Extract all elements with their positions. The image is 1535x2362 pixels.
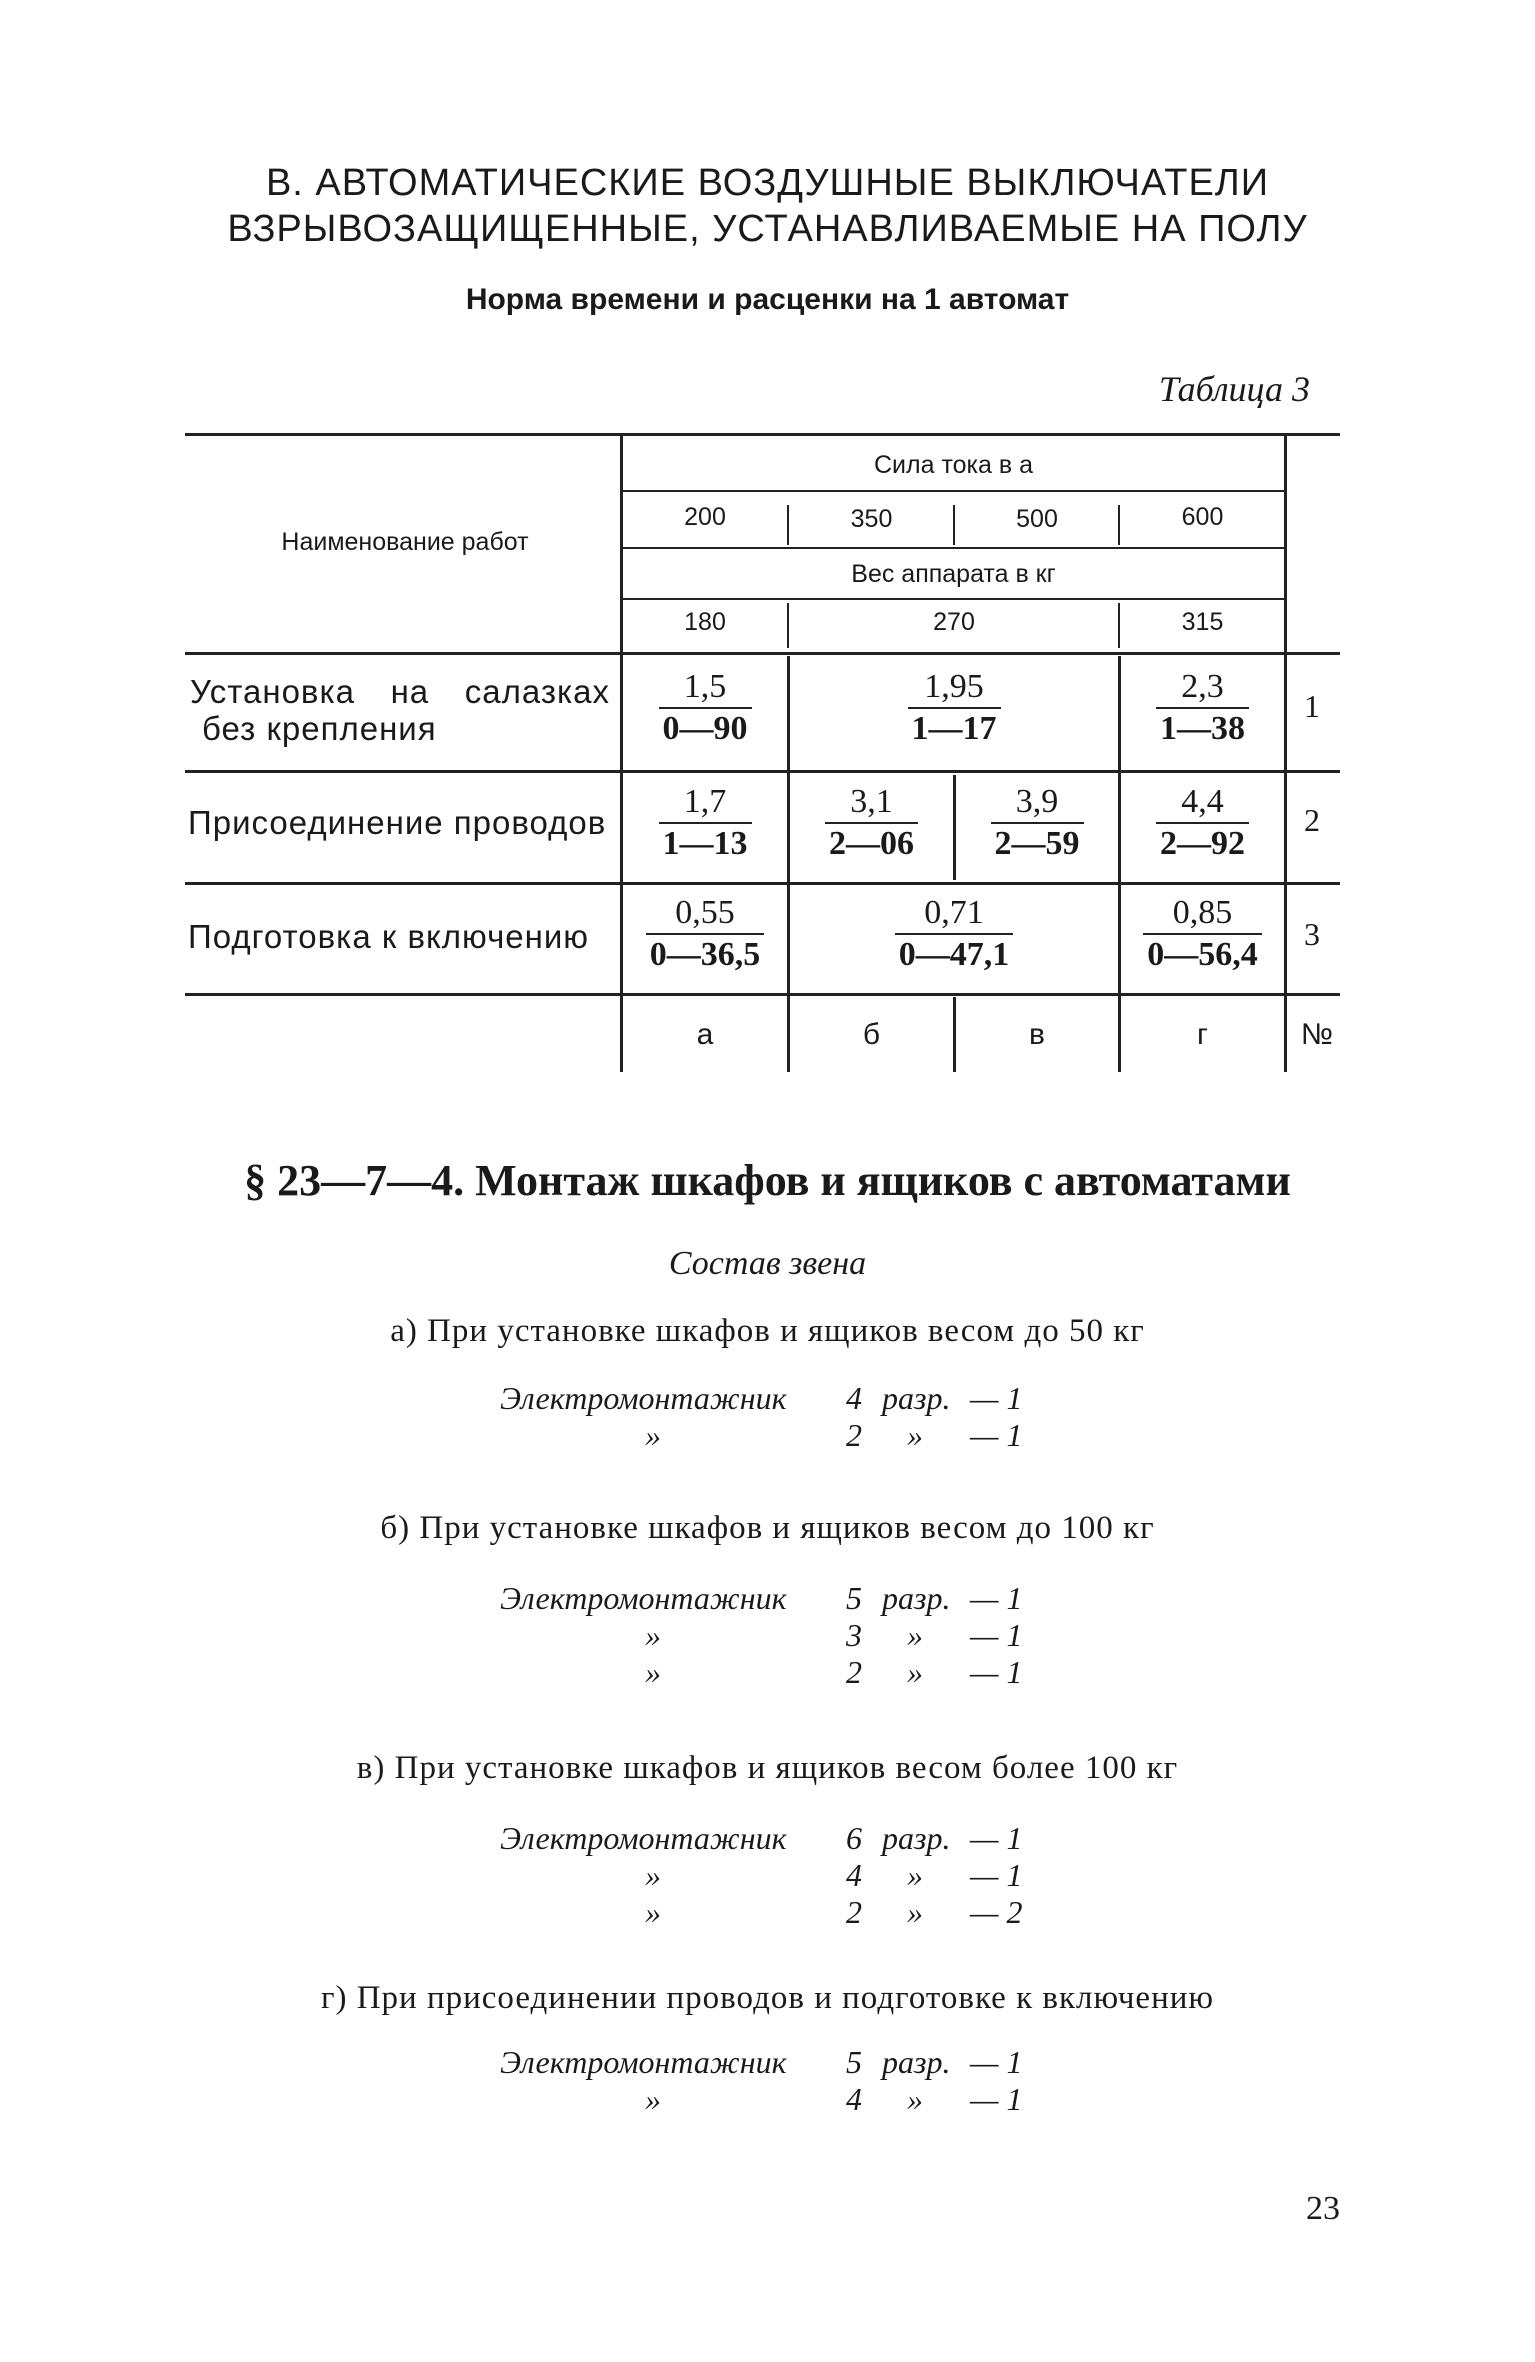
crew-role: » (645, 1654, 661, 1690)
crew-unit: » (907, 1617, 923, 1653)
norm-cell: $\frac{3,1}{2—06}$ (790, 782, 953, 864)
crew-count: — 1 (970, 1820, 1023, 1856)
title-line-1: В. АВТОМАТИЧЕСКИЕ ВОЗДУШНЫЕ ВЫКЛЮЧАТЕЛИ (265, 162, 1270, 204)
norm-cell: $\frac{3,9}{2—59}$ (956, 782, 1118, 864)
col-rule-num (1284, 435, 1287, 1072)
crew-count: — 2 (970, 1894, 1023, 1930)
col-rule-hdr-b (953, 505, 955, 545)
section-title: § 23—7—4. Монтаж шкафов и ящиков с автоматами (244, 1156, 1291, 1205)
crew-role: Электромонтажник (500, 1380, 787, 1416)
row-name: Установка на салазках (190, 673, 610, 710)
crew-grade: 2 (846, 1654, 862, 1690)
header-rule-3 (620, 598, 1284, 600)
current-value: 200 (684, 503, 726, 531)
column-letter: а (696, 1018, 714, 1051)
crew-role: Электромонтажник (500, 1820, 787, 1856)
crew-count: — 1 (970, 1654, 1023, 1690)
norm-cell: $\frac{0,71}{0—47,1}$ (790, 893, 1118, 975)
crew-role: » (645, 1894, 661, 1930)
col-rule-hdr-a (787, 505, 789, 545)
header-weight: Вес аппарата в кг (851, 560, 1056, 588)
title-line-2: ВЗРЫВОЗАЩИЩЕННЫЕ, УСТАНАВЛИВАЕМЫЕ НА ПОЛУ (227, 208, 1308, 250)
crew-role: » (645, 1417, 661, 1453)
crew-count: — 1 (970, 2044, 1023, 2080)
row-rule-1 (185, 770, 1340, 773)
num-column-header: № (1300, 1018, 1334, 1051)
column-letter: б (862, 1018, 881, 1051)
header-rule-2 (620, 547, 1284, 549)
norm-cell: $\frac{4,4}{2—92}$ (1121, 782, 1284, 864)
row-name-continued: без крепления (202, 710, 437, 747)
row-name: Подготовка к включению (188, 918, 590, 955)
row-number: 2 (1304, 802, 1320, 838)
crew-unit: разр. (882, 1820, 951, 1856)
norms-table (0, 0, 1535, 1100)
crew-grade: 4 (846, 1857, 862, 1893)
crew-role: » (645, 1617, 661, 1653)
column-letter: в (1029, 1018, 1045, 1051)
norm-cell: $\frac{1,5}{0—90}$ (623, 667, 787, 749)
norm-cell: $\frac{2,3}{1—38}$ (1121, 667, 1284, 749)
crew-grade: 5 (846, 1580, 862, 1616)
crew-unit: » (907, 2081, 923, 2117)
crew-role: Электромонтажник (500, 1580, 787, 1616)
col-rule-hdr-c (1118, 505, 1120, 545)
header-bottom-rule (185, 652, 1340, 655)
crew-item-b: б) При установке шкафов и ящиков весом до 100 кг (380, 1510, 1155, 1546)
crew-unit: разр. (882, 1380, 951, 1416)
page-number: 23 (1306, 2190, 1340, 2227)
composition-heading: Состав звена (668, 1245, 867, 1282)
current-value: 350 (850, 505, 893, 533)
row-name: Присоединение проводов (188, 804, 607, 841)
crew-grade: 6 (846, 1820, 862, 1856)
crew-unit: » (907, 1654, 923, 1690)
weight-value: 315 (1181, 608, 1224, 636)
crew-item-c: в) При установке шкафов и ящиков весом более 100 кг (356, 1750, 1179, 1786)
col-rule-weight-a (787, 603, 789, 648)
crew-count: — 1 (970, 2081, 1023, 2117)
current-value: 500 (1016, 505, 1058, 533)
table-subtitle: Норма времени и расценки на 1 автомат (465, 283, 1070, 316)
crew-unit: » (907, 1417, 923, 1453)
current-value: 600 (1181, 503, 1224, 531)
weight-value: 180 (684, 608, 726, 636)
crew-grade: 4 (846, 1380, 862, 1416)
crew-count: — 1 (970, 1857, 1023, 1893)
crew-count: — 1 (970, 1417, 1023, 1453)
weight-value: 270 (933, 608, 975, 636)
crew-grade: 2 (846, 1417, 862, 1453)
header-work-name: Наименование работ (281, 528, 529, 556)
crew-grade: 5 (846, 2044, 862, 2080)
crew-grade: 2 (846, 1894, 862, 1930)
row-rule-3 (185, 993, 1340, 996)
crew-count: — 1 (970, 1380, 1023, 1416)
crew-role: » (645, 2081, 661, 2117)
header-rule-1 (620, 490, 1284, 492)
row-number: 1 (1304, 688, 1320, 724)
norm-cell: $\frac{0,85}{0—56,4}$ (1121, 893, 1284, 975)
table-number-label: Таблица 3 (1158, 369, 1310, 409)
col-rule-weight-b (1118, 603, 1120, 648)
norm-cell: $\frac{1,7}{1—13}$ (623, 782, 787, 864)
crew-unit: разр. (882, 2044, 951, 2080)
row-rule-2 (185, 882, 1340, 885)
crew-role: Электромонтажник (500, 2044, 787, 2080)
crew-role: » (645, 1857, 661, 1893)
header-current: Сила тока в а (874, 451, 1033, 479)
crew-unit: » (907, 1894, 923, 1930)
crew-count: — 1 (970, 1617, 1023, 1653)
row-number: 3 (1304, 916, 1320, 952)
crew-grade: 4 (846, 2081, 862, 2117)
table-top-rule (185, 433, 1340, 436)
column-letter: г (1197, 1018, 1208, 1051)
norm-cell: $\frac{1,95}{1—17}$ (790, 667, 1118, 749)
crew-unit: разр. (882, 1580, 951, 1616)
crew-count: — 1 (970, 1580, 1023, 1616)
crew-unit: » (907, 1857, 923, 1893)
crew-item-a: а) При установке шкафов и ящиков весом до 50 кг (390, 1313, 1145, 1349)
crew-item-d: г) При присоединении проводов и подготовке к включению (320, 1980, 1215, 2016)
norm-cell: $\frac{0,55}{0—36,5}$ (623, 893, 787, 975)
crew-grade: 3 (846, 1617, 862, 1653)
